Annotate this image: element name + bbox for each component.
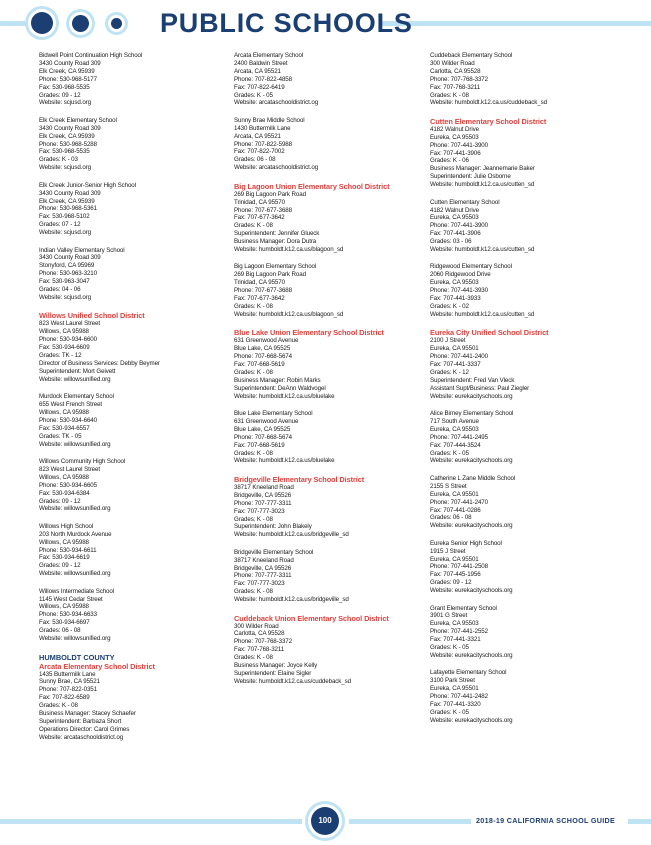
- entry-line: 3430 County Road 309: [39, 124, 101, 132]
- directory-entry: [39, 588, 224, 643]
- entry-line: Grades: K - 08: [234, 515, 273, 523]
- entry-line: Grades: K - 08: [234, 588, 273, 596]
- entry-line: Phone: 530-968-5288: [39, 140, 97, 148]
- entry-line: Fax: 707-444-3524: [430, 441, 481, 449]
- directory-entry: [39, 247, 224, 302]
- entry-line: Website: scjusd.org: [39, 229, 91, 237]
- entry-line: Fax: 707-441-3321: [430, 636, 481, 644]
- entry-line: Fax: 707-777-3023: [234, 580, 285, 588]
- entry-line: Grades: K - 08: [430, 91, 469, 99]
- entry-line: Phone: 707-668-5674: [234, 433, 292, 441]
- district-heading: Blue Lake Union Elementary School District: [234, 328, 384, 338]
- column-2: [234, 52, 419, 695]
- entry-line: Eureka, CA 95503: [430, 133, 479, 141]
- directory-entry: [430, 410, 615, 465]
- entry-line: Grant Elementary School: [430, 604, 497, 612]
- entry-line: Assistant Supt/Business: Paul Ziegler: [430, 384, 530, 392]
- column-3: [430, 52, 615, 734]
- directory-entry: [234, 410, 419, 465]
- entry-line: Blue Lake, CA 95525: [234, 425, 291, 433]
- entry-line: Eureka, CA 95503: [430, 425, 479, 433]
- entry-line: Phone: 530-968-5177: [39, 75, 97, 83]
- entry-line: Phone: 707-441-2552: [430, 628, 488, 636]
- entry-line: 3430 County Road 309: [39, 189, 101, 197]
- entry-line: Grades: K - 08: [234, 449, 273, 457]
- entry-line: Grades: K - 08: [234, 654, 273, 662]
- entry-line: 823 West Laurel Street: [39, 320, 100, 328]
- entry-line: Phone: 530-968-5361: [39, 205, 97, 213]
- entry-line: Grades: 09 - 12: [430, 579, 472, 587]
- entry-line: Phone: 707-441-3900: [430, 141, 488, 149]
- entry-line: 1435 Buttermilk Lane: [39, 670, 96, 678]
- entry-line: Eureka, CA 95501: [430, 345, 479, 353]
- directory-entry: [39, 523, 224, 578]
- entry-line: Lafayette Elementary School: [430, 669, 507, 677]
- entry-line: Carlotta, CA 95528: [430, 67, 481, 75]
- entry-line: Murdock Elementary School: [39, 393, 114, 401]
- entry-line: Fax: 530-968-5535: [39, 83, 90, 91]
- directory-entry: [234, 182, 419, 254]
- directory-entry: [234, 328, 419, 400]
- directory-entry: [430, 328, 615, 400]
- entry-line: Catherine L Zane Middle School: [430, 474, 516, 482]
- entry-line: Website: eurekacityschools.org: [430, 652, 513, 659]
- directory-entry: [39, 182, 224, 237]
- entry-line: Grades: 04 - 06: [39, 286, 81, 294]
- directory-entry: [430, 52, 615, 107]
- entry-line: Fax: 707-445-1956: [430, 571, 481, 579]
- entry-line: Grades: 06 - 08: [39, 627, 81, 635]
- entry-line: 3430 County Road 309: [39, 254, 101, 262]
- entry-line: Indian Valley Elementary School: [39, 246, 125, 254]
- entry-line: 3100 Park Street: [430, 677, 475, 685]
- entry-line: Grades: 06 - 08: [430, 514, 472, 522]
- entry-line: Website: scjusd.org: [39, 164, 91, 172]
- entry-line: Phone: 707-777-3311: [234, 572, 292, 580]
- directory-entry: [234, 475, 419, 539]
- entry-line: Superintendent: Mort Geivett: [39, 367, 116, 375]
- footer-rule-left: [0, 819, 302, 824]
- entry-line: Blue Lake Elementary School: [234, 410, 313, 418]
- entry-line: Sunny Brae, CA 95521: [39, 678, 100, 686]
- entry-line: Phone: 707-822-5988: [234, 140, 292, 148]
- directory-entry: [430, 475, 615, 530]
- entry-line: Fax: 530-934-6557: [39, 424, 90, 432]
- entry-line: 2400 Baldwin Street: [234, 59, 288, 67]
- header-rule-right: [382, 21, 651, 26]
- entry-line: 269 Big Lagoon Park Road: [234, 271, 306, 279]
- entry-line: Fax: 530-963-3047: [39, 278, 90, 286]
- district-heading: Cuddeback Union Elementary School District: [234, 613, 389, 623]
- entry-line: Website: humboldt.k12.ca.us/bluelake: [234, 392, 335, 400]
- entry-line: Website: willowsunified.org: [39, 635, 111, 643]
- entry-line: Website: humboldt.k12.ca.us/blagoon_sd: [234, 310, 344, 318]
- entry-line: 300 Wilder Road: [234, 622, 279, 630]
- footer-rule-right: [628, 819, 651, 824]
- entry-line: Alice Birney Elementary School: [430, 410, 514, 418]
- entry-line: Eureka, CA 95503: [430, 279, 479, 287]
- entry-line: 38717 Kneeland Road: [234, 483, 294, 491]
- entry-line: 300 Wilder Road: [430, 59, 475, 67]
- entry-line: Website: humboldt.k12.ca.us/cutten_sd: [430, 310, 535, 318]
- entry-line: Website: willowsunified.org: [39, 440, 111, 448]
- entry-line: Phone: 707-441-2400: [430, 353, 488, 361]
- entry-line: Eureka, CA 95503: [430, 214, 479, 222]
- entry-line: Cuddeback Elementary School: [430, 52, 513, 59]
- entry-line: Grades: K - 08: [234, 368, 273, 376]
- header-dot-medium: [72, 15, 89, 32]
- entry-line: 269 Big Lagoon Park Road: [234, 190, 306, 198]
- entry-line: Website: humboldt.k12.ca.us/bridgeville_sd: [234, 596, 349, 604]
- district-heading: Bridgeville Elementary School District: [234, 474, 365, 484]
- directory-entry: [430, 199, 615, 254]
- directory-entry: [39, 311, 224, 383]
- entry-line: Phone: 707-677-3688: [234, 287, 292, 295]
- entry-line: Website: humboldt.k12.ca.us/cutten_sd: [430, 181, 535, 189]
- entry-line: 631 Greenwood Avenue: [234, 417, 299, 425]
- entry-line: Willows Community High School: [39, 457, 126, 465]
- entry-line: Business Manager: Jeannemarie Baker: [430, 165, 535, 173]
- entry-line: Phone: 707-441-2508: [430, 563, 488, 571]
- entry-line: Fax: 707-768-3211: [234, 646, 285, 654]
- entry-line: Grades: TK - 12: [39, 352, 82, 359]
- entry-line: Eureka, CA 95501: [430, 490, 479, 498]
- entry-line: Grades: K - 02: [430, 302, 469, 310]
- entry-line: 2100 J Street: [430, 337, 466, 345]
- entry-line: Phone: 707-777-3311: [234, 499, 292, 507]
- entry-line: 3430 County Road 309: [39, 59, 101, 67]
- guide-title: 2018-19 CALIFORNIA SCHOOL GUIDE: [476, 816, 616, 825]
- entry-line: Website: arcataschooldistrict.og: [234, 164, 319, 172]
- entry-line: Superintendent: Elaine Sigler: [234, 670, 312, 677]
- entry-line: Website: humboldt.k12.ca.us/cuddeback_sd: [234, 677, 351, 685]
- entry-line: Fax: 530-968-5535: [39, 148, 90, 156]
- entry-line: Website: humboldt.k12.ca.us/cutten_sd: [430, 246, 535, 254]
- entry-line: Fax: 707-441-0286: [430, 506, 481, 514]
- entry-line: Willows, CA 95988: [39, 328, 89, 336]
- entry-line: Phone: 707-441-3930: [430, 287, 488, 295]
- entry-line: Phone: 707-677-3688: [234, 206, 292, 214]
- entry-line: Website: humboldt.k12.ca.us/blagoon_sd: [234, 246, 344, 254]
- entry-line: Fax: 707-441-3933: [430, 295, 481, 303]
- entry-line: Fax: 707-441-3906: [430, 149, 481, 157]
- entry-line: Website: eurekacityschools.org: [430, 716, 513, 724]
- entry-line: Website: arcataschooldistrict.og: [39, 733, 124, 741]
- entry-line: Director of Business Services: Debby Beymer: [39, 359, 160, 367]
- entry-line: Grades: K - 08: [39, 702, 78, 710]
- entry-line: 1430 Buttermilk Lane: [234, 124, 291, 132]
- entry-line: Fax: 707-668-5619: [234, 361, 285, 368]
- directory-entry: [430, 263, 615, 318]
- entry-line: Website: eurekacityschools.org: [430, 587, 513, 595]
- directory-entry: [234, 614, 419, 686]
- entry-line: Superintendent: Barbaza Short: [39, 717, 122, 725]
- entry-line: Fax: 707-668-5619: [234, 441, 285, 449]
- entry-line: Willows Intermediate School: [39, 587, 115, 595]
- entry-line: Fax: 707-777-3023: [234, 507, 285, 515]
- entry-line: Fax: 530-934-6697: [39, 619, 90, 627]
- footer-rule-mid: [349, 819, 471, 824]
- entry-line: Website: willowsunified.org: [39, 570, 111, 578]
- entry-line: Trinidad, CA 95570: [234, 279, 285, 287]
- page-number: 100: [311, 807, 339, 835]
- directory-entry: [430, 540, 615, 595]
- entry-line: Website: arcataschooldistrict.og: [234, 99, 319, 107]
- entry-line: Eureka, CA 95501: [430, 685, 479, 693]
- entry-line: 823 West Laurel Street: [39, 465, 100, 473]
- entry-line: 2155 S Street: [430, 482, 467, 490]
- entry-line: 3901 G Street: [430, 612, 468, 620]
- entry-line: Grades: 09 - 12: [39, 91, 81, 99]
- county-heading: HUMBOLDT COUNTY: [39, 652, 115, 662]
- entry-line: Bridgeville, CA 95526: [234, 491, 292, 499]
- entry-line: Website: humboldt.k12.ca.us/cuddeback_sd: [430, 99, 547, 107]
- entry-line: Phone: 530-934-6611: [39, 546, 97, 554]
- entry-line: Ridgewood Elementary School: [430, 263, 512, 271]
- entry-line: Phone: 707-822-0351: [39, 686, 97, 694]
- entry-line: Business Manager: Dora Dutra: [234, 238, 317, 246]
- column-1: [39, 52, 224, 751]
- entry-line: Elk Creek Junior-Senior High School: [39, 181, 136, 189]
- entry-line: Grades: K - 05: [430, 644, 469, 652]
- entry-line: Grades: K - 08: [234, 222, 273, 230]
- directory-entry: [39, 393, 224, 448]
- entry-line: Fax: 707-677-3642: [234, 295, 285, 303]
- entry-line: Elk Creek, CA 95939: [39, 67, 95, 75]
- district-heading: Arcata Elementary School District: [39, 661, 155, 671]
- entry-line: Sunny Brae Middle School: [234, 116, 305, 124]
- entry-line: Phone: 530-963-3210: [39, 270, 97, 278]
- entry-line: Fax: 707-822-7002: [234, 148, 285, 156]
- entry-line: Website: humboldt.k12.ca.us/bridgeville_sd: [234, 531, 349, 539]
- entry-line: Willows High School: [39, 522, 94, 530]
- entry-line: Stonyford, CA 95969: [39, 262, 95, 270]
- entry-line: Website: willowsunified.org: [39, 375, 111, 383]
- directory-entry: [39, 117, 224, 172]
- entry-line: Fax: 530-968-5102: [39, 213, 90, 221]
- entry-line: Fax: 707-441-3320: [430, 701, 481, 709]
- header-rule-left: [0, 21, 30, 26]
- entry-line: Website: scjusd.org: [39, 99, 91, 107]
- entry-line: Fax: 530-934-6609: [39, 344, 90, 352]
- entry-line: Website: eurekacityschools.org: [430, 457, 513, 465]
- entry-line: 717 South Avenue: [430, 417, 479, 425]
- entry-line: Phone: 707-668-5674: [234, 353, 292, 361]
- entry-line: Business Manager: Robin Marks: [234, 376, 321, 384]
- entry-line: Superintendent: Julie Osborne: [430, 173, 511, 181]
- page-footer: [0, 800, 651, 845]
- entry-line: Superintendent: DeAnn Waldvogel: [234, 384, 326, 392]
- entry-line: Phone: 707-441-3900: [430, 222, 488, 230]
- entry-line: Superintendent: John Blakely: [234, 523, 312, 531]
- entry-line: Fax: 707-822-6589: [39, 694, 90, 702]
- directory-entry: [234, 263, 419, 318]
- district-heading: Big Lagoon Union Elementary School District: [234, 181, 390, 191]
- header-dot-large: [31, 12, 53, 34]
- district-heading: Eureka City Unified School District: [430, 328, 549, 338]
- entry-line: Grades: K - 08: [234, 302, 273, 310]
- entry-line: Operations Director: Carol Grimes: [39, 725, 130, 733]
- entry-line: 4182 Walnut Drive: [430, 206, 479, 214]
- entry-line: Arcata Elementary School: [234, 52, 304, 59]
- entry-line: Eureka, CA 95501: [430, 555, 479, 563]
- directory-entry: [39, 458, 224, 513]
- entry-line: Elk Creek, CA 95939: [39, 132, 95, 140]
- entry-line: Grades: TK - 05: [39, 432, 82, 440]
- directory-entry: [234, 549, 419, 604]
- directory-entry: [39, 52, 224, 107]
- entry-line: Phone: 530-934-6640: [39, 416, 97, 424]
- entry-line: Phone: 707-822-4858: [234, 75, 292, 83]
- entry-line: Phone: 707-441-2495: [430, 433, 488, 441]
- entry-line: Grades: K - 12: [430, 368, 469, 376]
- entry-line: 655 West French Street: [39, 401, 103, 409]
- entry-line: Willows, CA 95988: [39, 408, 89, 416]
- district-heading: Willows Unified School District: [39, 311, 145, 321]
- directory-entry: [430, 669, 615, 724]
- directory-entry: [234, 117, 419, 172]
- entry-line: Grades: 09 - 12: [39, 562, 81, 570]
- entry-line: Cutten Elementary School: [430, 198, 500, 206]
- page-title: PUBLIC SCHOOLS: [160, 8, 413, 38]
- entry-line: Grades: K - 05: [430, 708, 469, 716]
- entry-line: Fax: 707-768-3211: [430, 83, 481, 91]
- entry-line: Grades: 03 - 06: [430, 238, 472, 246]
- entry-line: Arcata, CA 95521: [234, 67, 281, 75]
- entry-line: Website: willowsunified.org: [39, 505, 111, 513]
- entry-line: Willows, CA 95988: [39, 603, 89, 611]
- entry-line: 1915 J Street: [430, 547, 466, 555]
- directory-entry: [430, 117, 615, 189]
- entry-line: Carlotta, CA 95528: [234, 630, 285, 638]
- entry-line: Superintendent: Fred Van Vleck: [430, 376, 515, 384]
- directory-entry: [234, 52, 419, 107]
- entry-line: Business Manager: Joyce Kelly: [234, 662, 318, 670]
- entry-line: Arcata, CA 95521: [234, 132, 281, 140]
- entry-line: Website: eurekacityschools.org: [430, 392, 513, 400]
- entry-line: Fax: 530-934-6384: [39, 489, 90, 497]
- entry-line: 4182 Walnut Drive: [430, 125, 479, 133]
- entry-line: Phone: 530-934-6600: [39, 336, 97, 344]
- entry-line: Superintendent: Jennifer Glueck: [234, 230, 320, 238]
- entry-line: Website: eurekacityschools.org: [430, 522, 513, 530]
- entry-line: Grades: K - 05: [234, 91, 273, 99]
- entry-line: Grades: K - 03: [39, 156, 78, 164]
- entry-line: 203 North Murdock Avenue: [39, 530, 112, 538]
- entry-line: Phone: 707-768-3372: [234, 638, 292, 646]
- entry-line: Willows, CA 95988: [39, 473, 89, 481]
- entry-line: Website: scjusd.org: [39, 293, 91, 301]
- entry-line: Fax: 530-934-6619: [39, 554, 90, 562]
- entry-line: Phone: 707-441-2470: [430, 498, 488, 506]
- entry-line: Trinidad, CA 95570: [234, 198, 285, 206]
- district-heading: Cutten Elementary School District: [430, 116, 547, 126]
- entry-line: Fax: 707-441-3906: [430, 230, 481, 238]
- entry-line: Bridgeville, CA 95526: [234, 564, 292, 572]
- entry-line: Big Lagoon Elementary School: [234, 263, 317, 271]
- entry-line: Grades: 07 - 12: [39, 221, 81, 229]
- entry-line: Phone: 530-934-6605: [39, 481, 97, 489]
- entry-line: Business Manager: Stacey Schaefer: [39, 710, 136, 718]
- entry-line: Willows, CA 95988: [39, 538, 89, 546]
- entry-line: Grades: 06 - 08: [234, 156, 276, 164]
- entry-line: Phone: 707-768-3372: [430, 75, 488, 83]
- entry-line: Grades: K - 05: [430, 449, 469, 457]
- entry-line: Blue Lake, CA 95525: [234, 345, 291, 353]
- directory-entry: [430, 605, 615, 660]
- page-header: [0, 0, 651, 46]
- directory-entry: [39, 653, 224, 742]
- entry-line: Website: humboldt.k12.ca.us/bluelake: [234, 457, 335, 465]
- entry-line: Elk Creek Elementary School: [39, 116, 117, 124]
- entry-line: 1145 West Cedar Street: [39, 595, 103, 603]
- entry-line: Fax: 707-677-3642: [234, 214, 285, 222]
- entry-line: Bidwell Point Continuation High School: [39, 52, 143, 59]
- entry-line: Phone: 530-934-6633: [39, 611, 97, 619]
- entry-line: Elk Creek, CA 95939: [39, 197, 95, 205]
- entry-line: Fax: 707-822-6419: [234, 83, 285, 91]
- entry-line: Phone: 707-441-2482: [430, 693, 488, 701]
- entry-line: Grades: K - 06: [430, 157, 469, 165]
- entry-line: Grades: 09 - 12: [39, 497, 81, 505]
- entry-line: 38717 Kneeland Road: [234, 556, 294, 564]
- header-dot-small: [111, 18, 122, 29]
- entry-line: 631 Greenwood Avenue: [234, 337, 299, 345]
- entry-line: Eureka, CA 95503: [430, 620, 479, 628]
- entry-line: Bridgeville Elementary School: [234, 548, 314, 556]
- entry-line: 2060 Ridgewood Drive: [430, 271, 491, 279]
- entry-line: Eureka Senior High School: [430, 539, 502, 547]
- entry-line: Fax: 707-441-3337: [430, 361, 481, 368]
